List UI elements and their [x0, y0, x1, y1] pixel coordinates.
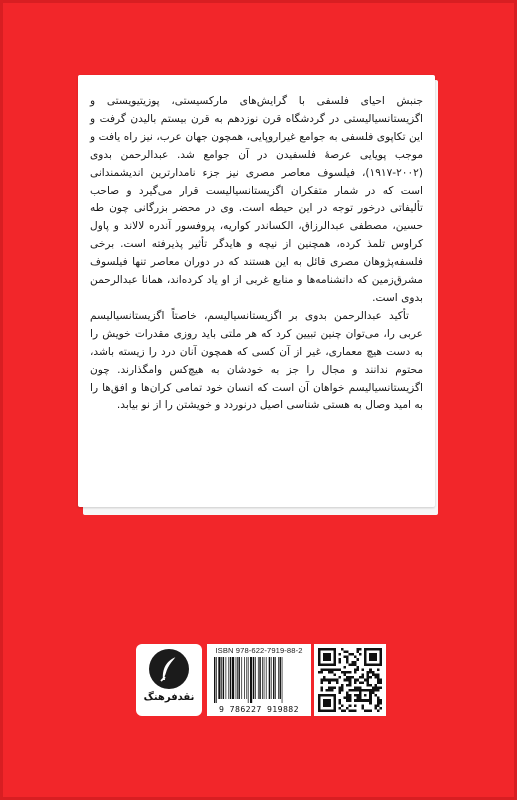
blurb-card [78, 75, 435, 507]
isbn-label: ISBN 978-622-7919-88-2 [215, 646, 303, 655]
blurb-text [90, 93, 423, 415]
barcode-panel [131, 640, 391, 720]
blurb-paragraph-2: تأکید عبدالرحمن بدوی بر اگزیستانسیالیسم، خاصتاً اگزیستانسیالیسم عربی را، می‌توان چنین تبیین کرد که هر ملتی باید روزی مقدرات خویش را به دست هیچ معماری، غیر از آن کسی که همچون آنان درد را زیسته باشد، محتوم ندانند و مجال را جز به خودشان به هیچ‌کس وامگذارند. چون اگزیستانسیالیسم خواهان آن است که انسان خود تمامی کران‌ها و افق‌ها را به امید وصال به هستی شناسی اصیل درنوردد و خویشتن را از نو بیابد. [90, 309, 423, 412]
publisher-name: نقدفرهنگ [143, 692, 195, 703]
barcode-bars [213, 657, 305, 703]
quill-feather-icon [149, 649, 189, 689]
publisher-logo [136, 644, 202, 716]
blurb-paragraph-1: جنبش احیای فلسفی با گرایش‌های مارکسیستی، پوزیتیویستی و اگزیستانسیالیستی در گردشگاه قرن نوزدهم به قرن بیستم بالیدن گرفت و این تکاپوی فلسفی به جوامع غیراروپایی، همچون جهان عرب، نیز راه یافت و موجب پویایی عرصهٔ فلسفیدن در آن جوامع شد. عبدالرحمن بدوی (۲۰۰۲-۱۹۱۷)، فیلسوف معاصر مصری نیز جزء نامدارترین اندیشمندانی است که در شمار متفکران اگزیستانسیالیست قرار می‌گیرد و صاحب تألیفاتی درخور توجه در این حیطه است. وی در محضر بزرگانی چون طه حسین، مصطفی عبدالرزاق، الکساندر کواریه، پروفسور آندره لالاند و پاول کراوس تلمذ کرده، همچنین از نیچه و هایدگر تأثیر پذیرفته است. برخی فلسفه‌پژوهان مصری قائل به این هستند که در دوران معاصر تنها فیلسوف مشرق‌زمین که دانشنامه‌ها و منابع غربی از او یاد کرده‌اند، همانا عبدالرحمن بدوی است. [90, 95, 423, 304]
qr-code-icon [314, 644, 386, 716]
ean-digits: 9 786227 919882 [219, 704, 299, 714]
isbn-barcode [207, 644, 311, 716]
